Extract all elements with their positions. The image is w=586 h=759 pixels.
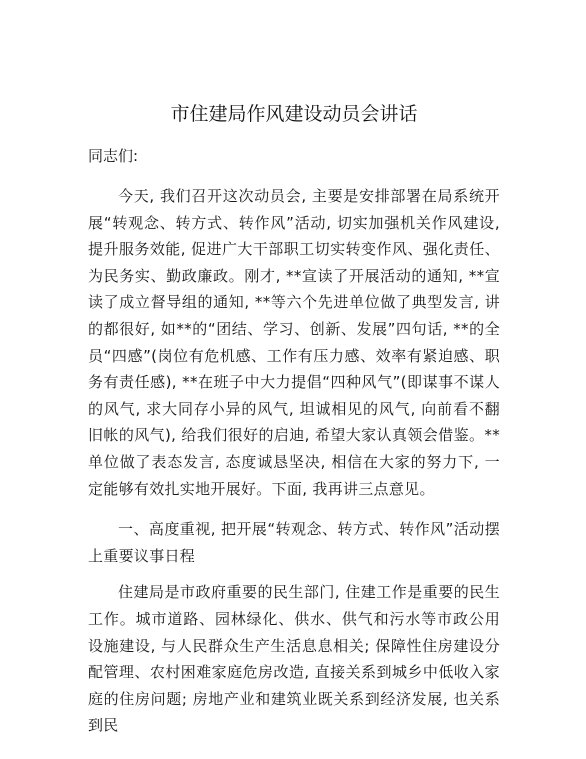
document-title: 市住建局作风建设动员会讲话 [170, 103, 418, 125]
intro-paragraph: 今天, 我们召开这次动员会, 主要是安排部署在局系统开展“转观念、转方式、转作风”活动, 切实加强机关作风建设, 提升服务效能, 促进广大干部职工切实转变作风、强化责任、为民务实、勤政廉政。刚才, **宣读了开展活动的通知, **宣读了成立督导组的通知, **等六个先进单位做了典型发言, 讲的都很好, 如**的“团结、学习、创新、发展”四句话, **的全员“四感”(岗位有危机感、工作有压力感、效率有紧迫感、职务有责任感), **在班子中大力提倡“四种风气”(即谋事不谋人的风气, 求大同存小异的风气, 坦诚相见的风气, 向前看不翻旧帐的风气), 给我们很好的启迪, 希望大家认真领会借鉴。**单位做了表态发言, 态度诚恳坚决, 相信在大家的努力下, 一定能够有效扎实地开展好。下面, 我再讲三点意见。 [88, 187, 500, 498]
section-heading: 一、高度重视, 把开展“转观念、转方式、转作风”活动摆上重要议事日程 [88, 520, 500, 565]
greeting: 同志们: [88, 147, 139, 165]
section-paragraph: 住建局是市政府重要的民生部门, 住建工作是重要的民生工作。城市道路、园林绿化、供水、供气和污水等市政公用设施建设, 与人民群众生产生活息息相关; 保障性住房建设分配管理、农村困难家庭危房改造, 直接关系到城乡中低收入家庭的住房问题; 房地产业和建筑业既关系到经济发展, 也关系到民 [88, 583, 500, 735]
